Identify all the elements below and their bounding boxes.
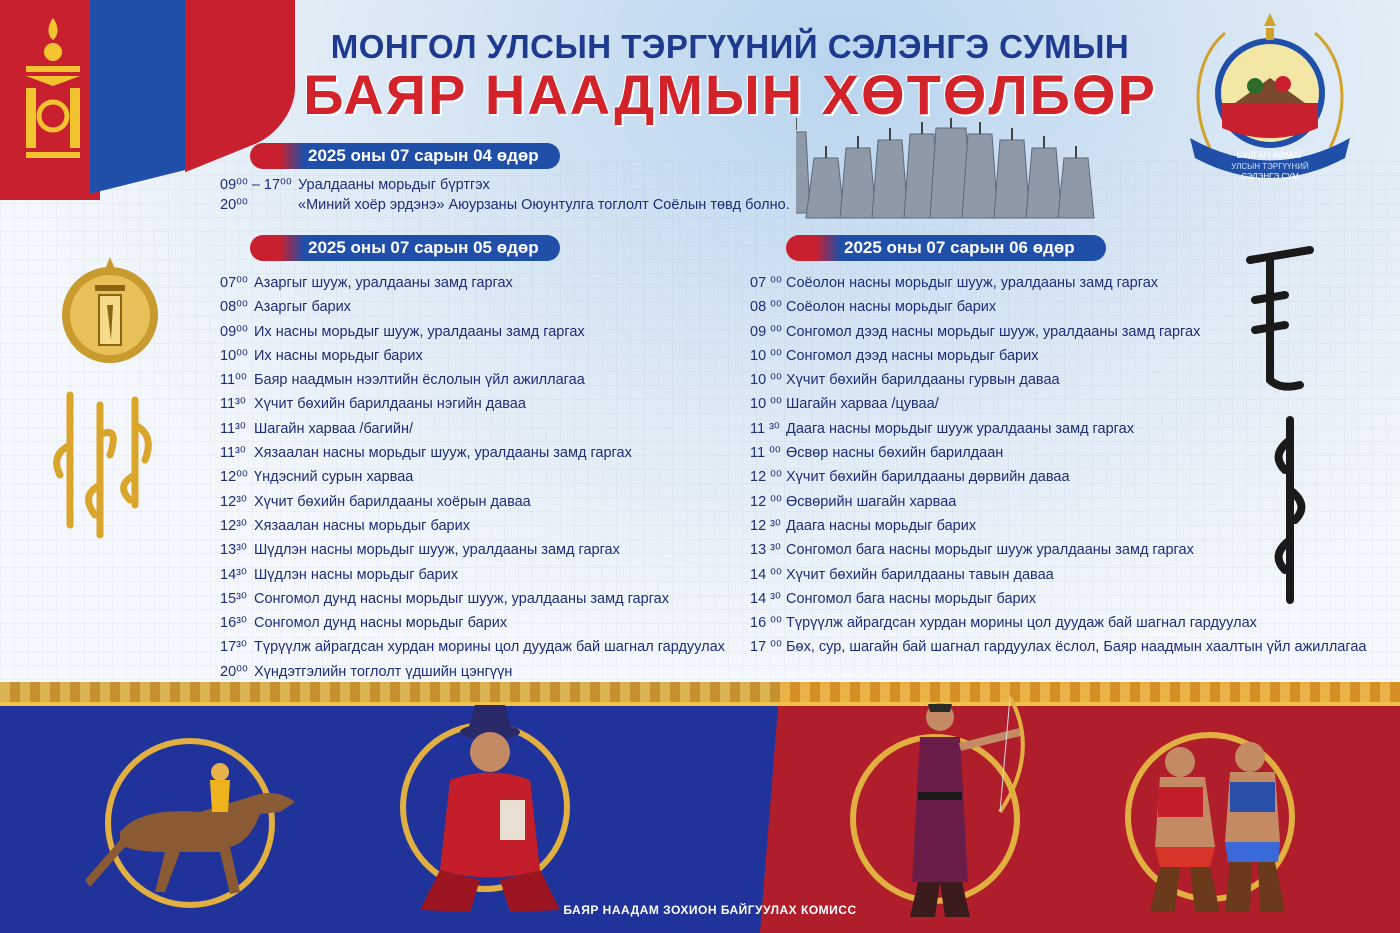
schedule-text: Түрүүлж айрагдсан хурдан морины цол дуудаж бай шагнал гардуулах: [786, 615, 1257, 632]
schedule-time: 11³⁰: [220, 445, 246, 462]
wrestler-saluting-icon: [400, 700, 580, 920]
schedule-row: [220, 195, 790, 215]
bottom-sports-band: [0, 682, 1400, 933]
schedule-row: [750, 611, 1366, 635]
schedule-time: 10 ⁰⁰: [750, 347, 782, 364]
schedule-row: [220, 271, 725, 295]
schedule-time: 20⁰⁰: [220, 197, 248, 213]
schedule-time: 12⁰⁰: [220, 469, 248, 486]
emblem-arc-bottom: СЭЛЭНГЭ СУМ: [1241, 172, 1299, 181]
day3-label: 2025 оны 07 сарын 06 өдөр: [786, 235, 1106, 261]
schedule-time: 08⁰⁰: [220, 299, 248, 316]
two-wrestlers-icon: [1130, 727, 1310, 917]
schedule-time: 09⁰⁰: [220, 323, 248, 340]
title-line1: МОНГОЛ УЛСЫН ТЭРГҮҮНИЙ СЭЛЭНГЭ СУМЫН: [330, 28, 1130, 65]
schedule-time: 11⁰⁰: [220, 372, 247, 389]
schedule-text: Шагайн харваа /цуваа/: [786, 396, 939, 413]
mongolian-script-right-icon: [1240, 240, 1320, 610]
schedule-text: Их насны морьдыг барих: [254, 347, 423, 364]
schedule-text: Соёолон насны морьдыг барих: [786, 299, 997, 316]
schedule-time: 16 ⁰⁰: [750, 615, 782, 632]
schedule-text: Хүчит бөхийн барилдааны нэгийн даваа: [254, 396, 526, 413]
schedule-row: [220, 465, 725, 489]
schedule-text: Даага насны морьдыг барих: [786, 517, 977, 534]
schedule-text: Хязаалан насны морьдыг шууж, уралдааны замд гаргах: [254, 445, 632, 462]
schedule-time: 10 ⁰⁰: [750, 396, 782, 413]
schedule-time: 09 ⁰⁰: [750, 323, 782, 340]
schedule-time: 11 ³⁰: [750, 420, 780, 437]
schedule-text: Баяр наадмын нээлтийн ёслолын үйл ажиллагаа: [254, 372, 585, 389]
schedule-text: Сонгомол дээд насны морьдыг шууж, уралдааны замд гаргах: [786, 323, 1201, 340]
schedule-row: [220, 514, 725, 538]
schedule-row: [220, 368, 725, 392]
schedule-time: 14 ³⁰: [750, 590, 781, 607]
schedule-time: 08 ⁰⁰: [750, 299, 782, 316]
schedule-row: [220, 344, 725, 368]
schedule-row: [220, 538, 725, 562]
schedule-row: [220, 417, 725, 441]
schedule-time: 13 ³⁰: [750, 542, 781, 559]
soyombo-medallion-icon: [55, 255, 165, 365]
mongolian-script-left-icon: [40, 385, 170, 545]
mongolian-flag: [0, 0, 300, 200]
schedule-time: 14 ⁰⁰: [750, 566, 782, 583]
schedule-row: [220, 320, 725, 344]
schedule-text: Үндэсний сурын харваа: [254, 469, 414, 486]
schedule-text: Их насны морьдыг шууж, уралдааны замд гаргах: [254, 323, 585, 340]
schedule-row: [220, 175, 790, 195]
day1-label: 2025 оны 07 сарын 04 өдөр: [250, 143, 560, 169]
schedule-time: 15³⁰: [220, 590, 247, 607]
schedule-time: 17 ⁰⁰: [750, 639, 782, 656]
schedule-text: Хүчит бөхийн барилдааны дөрвийн даваа: [786, 469, 1070, 486]
schedule-text: Хүндэтгэлийн тоглолт үдшийн цэнгүүн: [254, 663, 513, 680]
day2-schedule: [220, 271, 725, 684]
schedule-time: 12 ³⁰: [750, 517, 781, 534]
schedule-row: [220, 563, 725, 587]
schedule-row: [220, 660, 725, 684]
schedule-text: Сонгомол бага насны морьдыг барих: [786, 590, 1036, 607]
schedule-text: Сонгомол дунд насны морьдыг шууж, уралдааны замд гаргах: [254, 590, 669, 607]
schedule-time: 13³⁰: [220, 542, 247, 559]
day2-label: 2025 оны 07 сарын 05 өдөр: [250, 235, 560, 261]
schedule-time: 07 ⁰⁰: [750, 275, 782, 291]
schedule-row: [220, 441, 725, 465]
schedule-text: Хүчит бөхийн барилдааны гурвын даваа: [786, 372, 1060, 389]
schedule-time: 10⁰⁰: [220, 347, 248, 364]
schedule-time: 07⁰⁰: [220, 275, 248, 291]
schedule-time: 16³⁰: [220, 615, 247, 632]
schedule-text: Шүдлэн насны морьдыг шууж, уралдааны замд гаргах: [254, 542, 620, 559]
schedule-row: [220, 587, 725, 611]
day1-schedule: [220, 175, 790, 215]
schedule-text: Өсвөрийн шагайн харваа: [786, 493, 957, 510]
schedule-text: Хүчит бөхийн барилдааны хоёрын даваа: [254, 493, 531, 510]
schedule-text: Шагайн харваа /багийн/: [254, 420, 414, 437]
schedule-text: Соёолон насны морьдыг шууж, уралдааны замд гаргах: [786, 275, 1159, 291]
schedule-time: 12 ⁰⁰: [750, 493, 782, 510]
schedule-text: «Миний хоёр эрдэнэ» Аюурзаны Оюунтулга тоглолт Соёлын төвд болно.: [298, 197, 790, 213]
schedule-row: [220, 611, 725, 635]
title-line2: БАЯР НААДМЫН ХӨТӨЛБӨР: [303, 63, 1157, 126]
schedule-time: 12 ⁰⁰: [750, 469, 782, 486]
schedule-time: 11 ⁰⁰: [750, 445, 781, 462]
schedule-row: [220, 635, 725, 659]
schedule-time: 09⁰⁰ – 17⁰⁰: [220, 177, 292, 193]
schedule-row: [220, 490, 725, 514]
schedule-time: 12³⁰: [220, 517, 247, 534]
soyombo-icon: [18, 18, 88, 168]
schedule-text: Сонгомол дунд насны морьдыг барих: [254, 615, 508, 632]
schedule-text: Шүдлэн насны морьдыг барих: [254, 566, 458, 583]
schedule-text: Түрүүлж айрагдсан хурдан морины цол дуудаж бай шагнал гардуулах: [254, 639, 725, 656]
schedule-time: 17³⁰: [220, 639, 247, 656]
archer-icon: [880, 692, 1030, 922]
ornament-border: [0, 682, 1400, 702]
schedule-time: 10 ⁰⁰: [750, 372, 782, 389]
schedule-row: [750, 635, 1366, 659]
schedule-time: 20⁰⁰: [220, 663, 248, 680]
schedule-text: Өсвөр насны бөхийн барилдаан: [786, 445, 1004, 462]
schedule-time: 11³⁰: [220, 396, 246, 413]
sum-emblem: [1180, 8, 1360, 188]
schedule-text: Сонгомол бага насны морьдыг шууж уралдааны замд гаргах: [786, 542, 1194, 559]
emblem-arc-top: БУЛГАН АЙМАГ: [1236, 150, 1304, 160]
schedule-row: [220, 295, 725, 319]
emblem-arc-mid: УЛСЫН ТЭРГҮҮНИЙ: [1231, 162, 1309, 171]
schedule-row: [220, 392, 725, 416]
schedule-text: Уралдааны морьдыг бүртгэх: [298, 177, 490, 193]
horse-racer-icon: [80, 752, 310, 912]
schedule-text: Сонгомол дээд насны морьдыг барих: [786, 347, 1039, 364]
schedule-text: Бөх, сур, шагайн бай шагнал гардуулах ёслол, Баяр наадмын хаалтын үйл ажиллагаа: [786, 639, 1367, 656]
schedule-text: Хязаалан насны морьдыг барих: [254, 517, 470, 534]
schedule-text: Даага насны морьдыг шууж уралдааны замд гаргах: [786, 420, 1134, 437]
schedule-text: Азаргыг барих: [254, 299, 351, 316]
footer-committee: БАЯР НААДАМ ЗОХИОН БАЙГУУЛАХ КОМИСС: [563, 903, 857, 917]
schedule-time: 11³⁰: [220, 420, 246, 437]
schedule-time: 14³⁰: [220, 566, 247, 583]
schedule-text: Азаргыг шууж, уралдааны замд гаргах: [254, 275, 513, 291]
schedule-time: 12³⁰: [220, 493, 247, 510]
nine-white-banners-icon: [796, 118, 1096, 228]
schedule-text: Хүчит бөхийн барилдааны тавын даваа: [786, 566, 1054, 583]
